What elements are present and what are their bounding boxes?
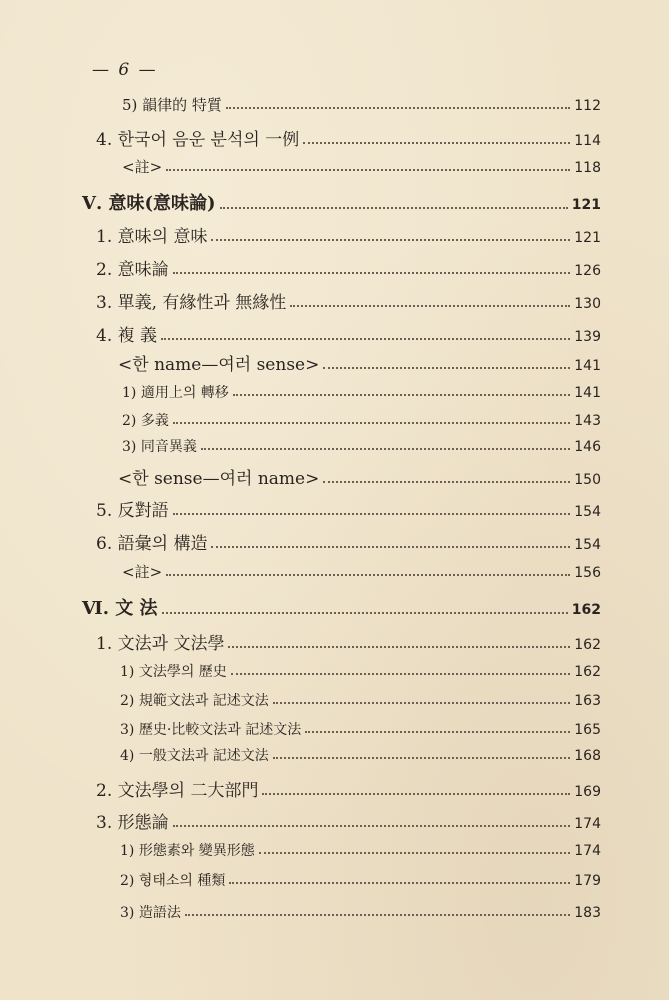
- leader-dots: [228, 646, 570, 648]
- toc-entry[interactable]: [96, 496, 601, 521]
- toc-entry[interactable]: [120, 719, 601, 739]
- toc-entry-label: 4. 複 義: [96, 326, 158, 346]
- toc-entry-label: Ⅴ. 意味(意味論): [82, 193, 216, 214]
- leader-dots: [173, 825, 571, 827]
- leader-dots: [173, 422, 570, 424]
- toc-entry-page: 130: [574, 296, 601, 312]
- leader-dots: [201, 448, 570, 450]
- toc-entry-page: 174: [574, 843, 601, 859]
- toc-entry-page: 154: [574, 504, 601, 520]
- leader-dots: [211, 239, 570, 241]
- toc-entry-label: 3) 同音異義: [122, 439, 197, 455]
- toc-entry-page: 139: [574, 329, 601, 345]
- toc-entry-label: 2) 형태소의 種類: [120, 873, 226, 889]
- toc-entry[interactable]: [120, 745, 601, 765]
- toc-entry[interactable]: [96, 808, 601, 833]
- toc-entry[interactable]: [96, 288, 601, 313]
- toc-entry-page: 114: [574, 133, 601, 149]
- toc-entry-label: 3. 單義, 有緣性과 無緣性: [96, 293, 287, 313]
- leader-dots: [185, 914, 570, 916]
- toc-entry-label: 1) 適用上의 轉移: [122, 385, 229, 401]
- leader-dots: [233, 394, 570, 396]
- toc-entry-page: 162: [571, 602, 601, 618]
- toc-entry-page: 179: [574, 873, 601, 889]
- toc-entry-page: 174: [574, 816, 601, 832]
- leader-dots: [166, 169, 570, 171]
- toc-entry-label: 1) 形態素와 變異形態: [120, 843, 255, 859]
- toc-entry[interactable]: [122, 382, 601, 402]
- toc-entry-label: <註>: [122, 158, 163, 176]
- leader-dots: [290, 305, 570, 307]
- toc-entry-label: 4) 一般文法과 記述文法: [120, 748, 269, 764]
- leader-dots: [323, 367, 570, 369]
- toc-entry-label: 4. 한국어 음운 분석의 一例: [96, 130, 300, 150]
- toc-entry-label: 1. 意味의 意味: [96, 227, 208, 247]
- toc-entry-label: 3) 造語法: [120, 905, 181, 921]
- toc-entry-page: 141: [574, 385, 601, 401]
- toc-entry[interactable]: [122, 156, 601, 177]
- toc-entry-page: 150: [574, 472, 601, 488]
- leader-dots: [161, 338, 570, 340]
- toc-entry[interactable]: [96, 125, 601, 150]
- toc-entry[interactable]: [122, 561, 601, 582]
- leader-dots: [211, 546, 570, 548]
- leader-dots: [166, 574, 570, 576]
- toc-entry-page: 168: [574, 748, 601, 764]
- toc-entry-label: 3) 歷史·比較文法과 記述文法: [120, 722, 302, 738]
- toc-entry-page: 162: [574, 637, 601, 653]
- toc-entry-label: 1. 文法과 文法學: [96, 634, 225, 654]
- toc-entry-label: 5) 韻律的 特質: [122, 96, 222, 114]
- toc-entry-page: 121: [571, 197, 601, 213]
- page-number: — 6 —: [92, 60, 158, 80]
- toc-entry[interactable]: [122, 436, 601, 456]
- toc-entry[interactable]: [120, 902, 601, 922]
- toc-entry-page: 183: [574, 905, 601, 921]
- toc-section-entry[interactable]: [82, 594, 601, 620]
- toc-entry-page: 162: [574, 664, 601, 680]
- leader-dots: [303, 142, 570, 144]
- toc-entry-page: 163: [574, 693, 601, 709]
- toc-entry-label: 6. 語彙의 構造: [96, 534, 208, 554]
- leader-dots: [173, 513, 571, 515]
- toc-section-entry[interactable]: [82, 189, 601, 215]
- toc-entry[interactable]: [120, 690, 601, 710]
- leader-dots: [162, 612, 568, 614]
- leader-dots: [273, 702, 570, 704]
- toc-entry-label: 5. 反對語: [96, 501, 169, 521]
- toc-entry-label: 3. 形態論: [96, 813, 169, 833]
- toc-entry[interactable]: [96, 222, 601, 247]
- toc-entry-label: Ⅵ. 文 法: [82, 598, 158, 619]
- leader-dots: [226, 107, 570, 109]
- leader-dots: [173, 272, 571, 274]
- toc-entry-page: 126: [574, 263, 601, 279]
- leader-dots: [231, 673, 570, 675]
- toc-entry[interactable]: [120, 661, 601, 681]
- leader-dots: [259, 852, 570, 854]
- toc-entry-label: <한 name—여러 sense>: [118, 355, 320, 375]
- toc-entry-label: 2. 意味論: [96, 260, 169, 280]
- toc-entry[interactable]: [96, 776, 601, 801]
- leader-dots: [220, 207, 568, 209]
- toc-entry-page: 143: [574, 413, 601, 429]
- toc-entry-page: 154: [574, 537, 601, 553]
- toc-entry-label: <한 sense—여러 name>: [118, 469, 320, 489]
- toc-entry[interactable]: [118, 464, 601, 489]
- leader-dots: [273, 757, 570, 759]
- toc-entry[interactable]: [122, 410, 601, 430]
- toc-entry-page: 121: [574, 230, 601, 246]
- toc-entry-page: 118: [574, 160, 601, 176]
- toc-entry-label: 2) 規範文法과 記述文法: [120, 693, 269, 709]
- toc-entry[interactable]: [120, 840, 601, 860]
- toc-entry-page: 156: [574, 565, 601, 581]
- leader-dots: [229, 882, 570, 884]
- leader-dots: [305, 731, 570, 733]
- toc-entry-page: 169: [574, 784, 601, 800]
- toc-entry-label: 2) 多義: [122, 413, 169, 429]
- toc-entry[interactable]: [120, 870, 601, 890]
- toc-entry-label: 2. 文法學의 二大部門: [96, 781, 259, 801]
- toc-entry-page: 112: [574, 98, 601, 114]
- toc-entry-page: 165: [574, 722, 601, 738]
- toc-entry[interactable]: [118, 350, 601, 375]
- leader-dots: [323, 481, 570, 483]
- toc-entry[interactable]: [122, 94, 601, 115]
- toc-entry[interactable]: [96, 321, 601, 346]
- toc-entry[interactable]: [96, 529, 601, 554]
- toc-entry-page: 146: [574, 439, 601, 455]
- toc-entry[interactable]: [96, 255, 601, 280]
- toc-entry[interactable]: [96, 629, 601, 654]
- toc-entry-page: 141: [574, 358, 601, 374]
- toc-entry-label: <註>: [122, 563, 163, 581]
- leader-dots: [262, 793, 570, 795]
- toc-entry-label: 1) 文法學의 歷史: [120, 664, 227, 680]
